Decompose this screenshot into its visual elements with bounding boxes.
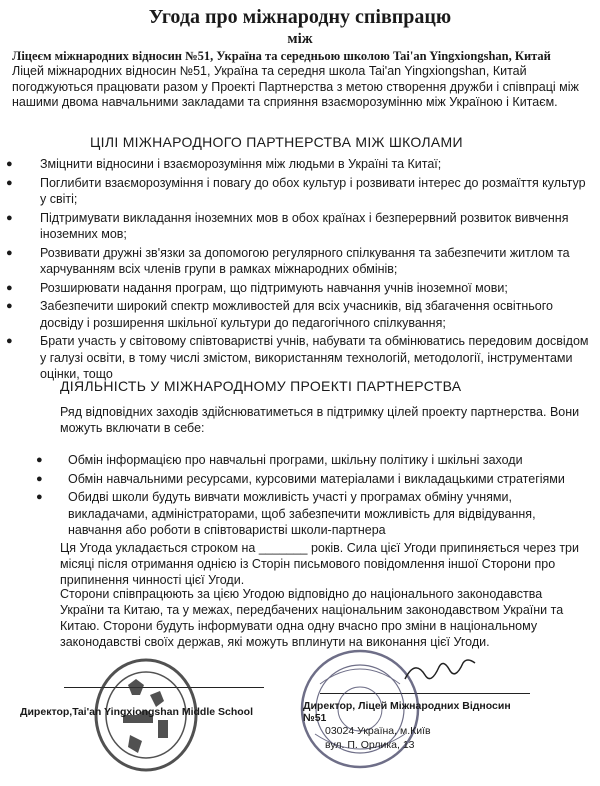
bullet-icon: ● xyxy=(6,246,13,259)
term-paragraph: Ця Угода укладається строком на _______ років. Сила цієї Угоди припиняється через три місяці після отримання однією із Сторін письмового повідомлення іншої Сторони про припинення чинності цієї Угоди. xyxy=(60,541,579,587)
activities-heading: ДІЯЛЬНІСТЬ У МІЖНАРОДНОМУ ПРОЕКТІ ПАРТНЕРСТВА xyxy=(60,378,462,394)
bullet-icon: ● xyxy=(36,491,43,503)
goals-list xyxy=(6,156,590,385)
list-item: ● Забезпечити широкий спектр можливостей для всіх учасників, від збагачення освітнього досвіду і розширення шкільної культури до педагогічного спілкування; xyxy=(6,299,553,330)
list-item: ● Обмін інформацією про навчальні програми, шкільну політику і шкільні заходи xyxy=(36,453,523,467)
bullet-icon: ● xyxy=(36,454,43,466)
bullet-icon: ● xyxy=(6,176,13,189)
activities-lead: Ряд відповідних заходів здійснюватиметься в підтримку цілей проекту партнерства. Вони можуть включати в себе: xyxy=(60,405,580,435)
list-item: ● Поглибити взаєморозуміння і повагу до обох культур і розвивати інтерес до розмаїття культур у світі; xyxy=(6,175,586,206)
bullet-icon: ● xyxy=(6,281,13,294)
signature-right-block xyxy=(303,700,513,752)
parties-line: Ліцеєм міжнародних відносин №51, Україна та середньою школою Tai'an Yingxiongshan, Китай xyxy=(12,49,551,63)
bullet-icon: ● xyxy=(6,211,13,224)
list-item: ● Розширювати надання програм, що підтримують навчання учнів іноземної мови; xyxy=(6,280,508,295)
bullet-icon: ● xyxy=(6,335,13,347)
list-item: ● Обмін навчальними ресурсами, курсовими матеріалами і викладацькими стратегіями xyxy=(36,471,565,486)
goals-heading: ЦІЛІ МІЖНАРОДНОГО ПАРТНЕРСТВА МІЖ ШКОЛАМИ xyxy=(90,134,463,150)
list-item: ● Підтримувати викладання іноземних мов в обох країнах і безперервний розвиток вивчення іноземних мов; xyxy=(6,210,569,241)
intro-paragraph: Ліцей міжнародних відносин №51, Україна та середня школа Tai'an Yingxiongshan, Китай погоджуються працювати разом у Проекті Партнерства з метою створення дружби і співпраці між нашими двома навчальними закладами та сприяння взаєморозумінню між Україною і Китаєм. xyxy=(12,64,579,109)
address-line: вул. П. Орлика, 13 xyxy=(325,739,415,751)
address-line: 03024 Україна, м.Київ xyxy=(325,725,431,737)
document-title-between: між xyxy=(287,31,313,47)
handwritten-signature xyxy=(400,657,480,687)
law-paragraph: Сторони співпрацюють за цією Угодою відповідно до національного законодавства України та Китаю, та у межах, передбачених національним законодавством України та Китаю. Сторони будуть інформувати одна одну вчасно про зміни в національному законодавстві своїх держав, які можуть вплинути на виконання цієї Угоди. xyxy=(60,587,564,649)
list-item: ● Зміцнити відносини і взаєморозуміння між людьми в Україні та Китаї; xyxy=(6,157,442,171)
list-item: ● Розвивати дружні зв'язки за допомогою регулярного спілкування та забезпечити житлом та харчуванням всіх членів групи в рамках міжнародних обмінів; xyxy=(6,245,570,276)
activities-list xyxy=(36,452,588,541)
bullet-icon: ● xyxy=(6,158,13,170)
document-title: Угода про міжнародну співпрацю xyxy=(148,6,452,28)
bullet-icon: ● xyxy=(36,472,43,485)
signature-left-label: Директор,Tai'an Yingxiongshan Middle School xyxy=(20,706,254,718)
signature-right-label: Директор, Ліцей Міжнародних Відносин №51 xyxy=(303,700,511,724)
list-item: ● Обидві школи будуть вивчати можливість участі у програмах обміну учнями, викладачами, адміністраторами, щоб забезпечити можливість для відвідування, навчання або роботи в співтоваристві школи-партнера xyxy=(36,490,536,537)
bullet-icon: ● xyxy=(6,300,13,312)
list-item: ● Брати участь у світовому співтоваристві учнів, набувати та обмінюватись передовим досвідом у галузі освіти, в тому числі змістом, використанням технологій, методології, інструментами оцінки, тощо xyxy=(6,334,589,381)
